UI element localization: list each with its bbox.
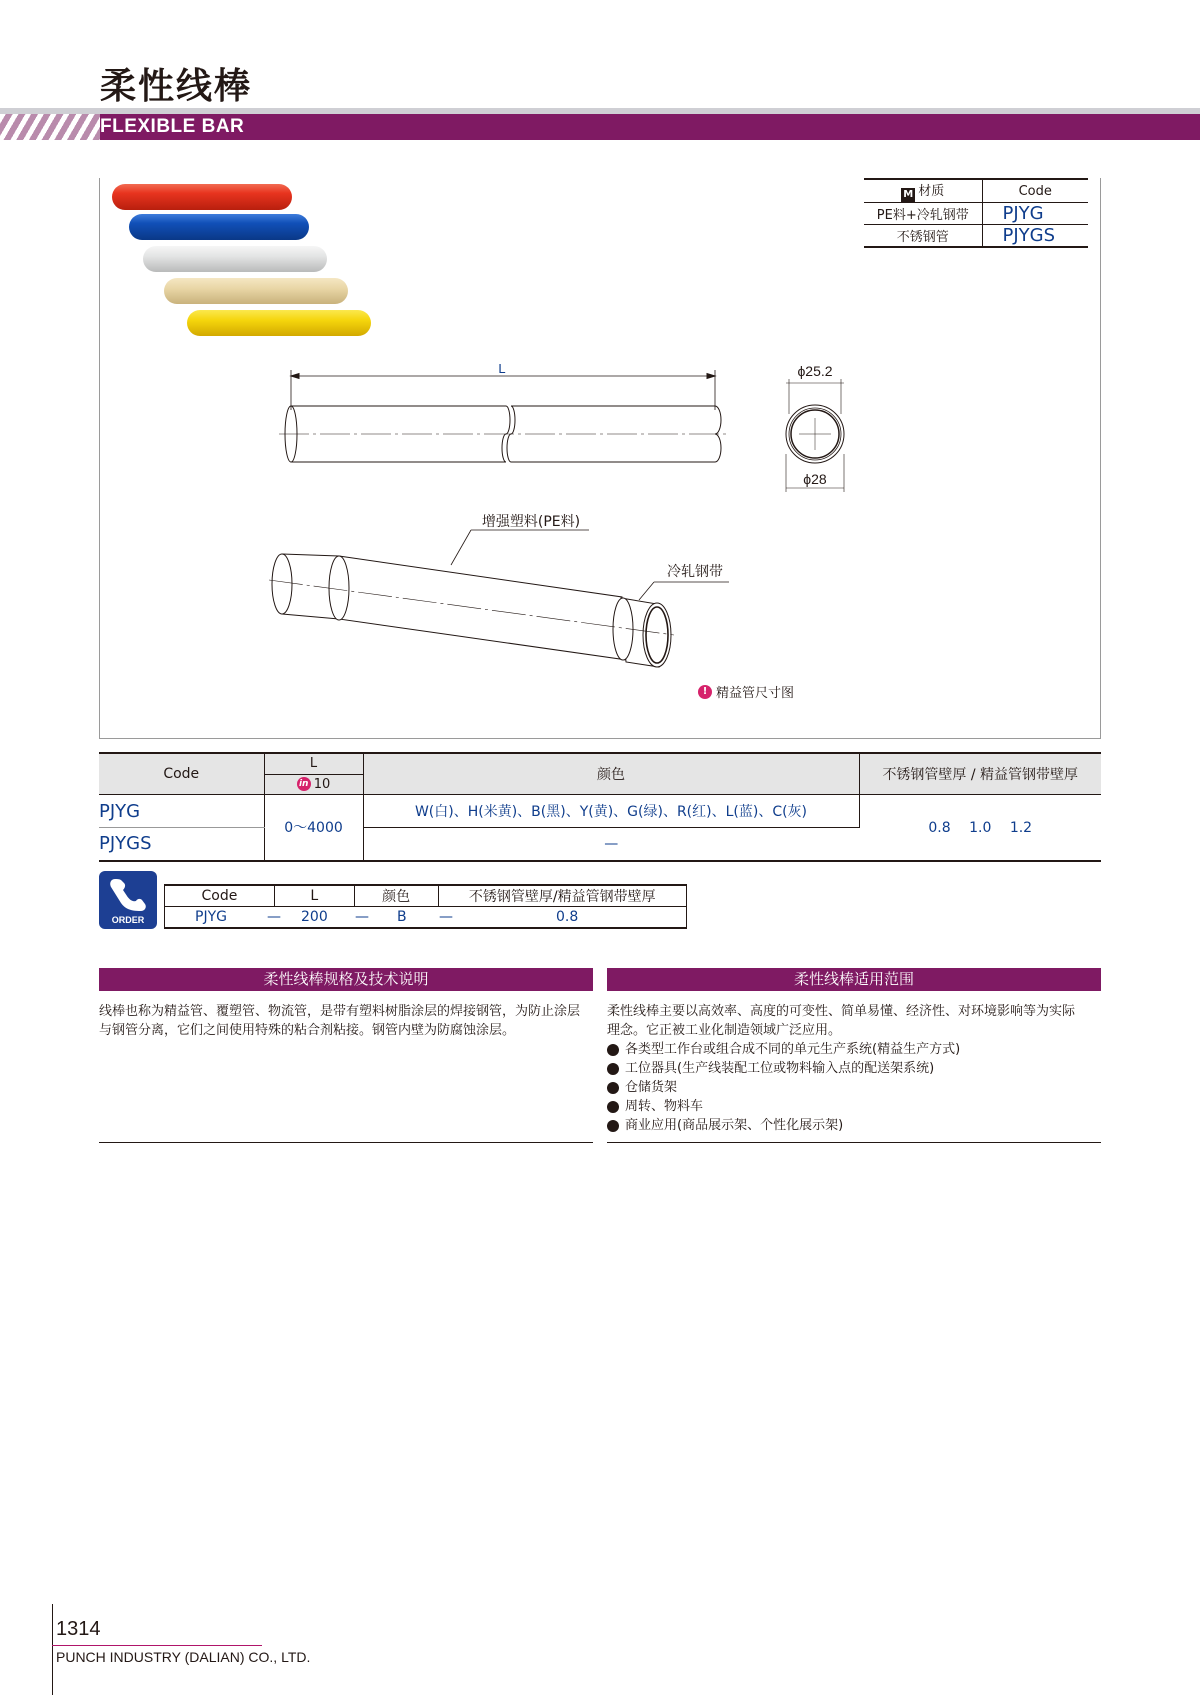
order-col-thickness: 不锈钢管壁厚/精益管钢带壁厚	[438, 885, 687, 907]
company-name: PUNCH INDUSTRY (DALIAN) CO., LTD.	[56, 1649, 311, 1665]
spec-color-cell: —	[363, 828, 859, 861]
order-example-table	[164, 884, 687, 929]
page-subtitle: FLEXIBLE BAR	[100, 116, 245, 137]
bullet-icon	[607, 1063, 619, 1075]
header-stripes	[0, 114, 100, 140]
bullet-icon	[607, 1120, 619, 1132]
order-col-color: 颜色	[354, 885, 438, 907]
page-title: 柔性线棒	[100, 66, 253, 107]
product-drawing	[99, 178, 1101, 739]
order-col-code: Code	[165, 885, 275, 907]
material-header: M 材质	[864, 179, 982, 203]
material-table	[864, 178, 1088, 248]
spec-code-cell: PJYG	[99, 795, 264, 828]
page-number: 1314	[56, 1618, 101, 1640]
outer-diameter-label: ϕ28	[803, 471, 827, 487]
list-item: 工位器具(生产线装配工位或物料输入点的配送架系统)	[607, 1059, 1101, 1078]
section-divider	[607, 1142, 1101, 1143]
section-body-usage: 柔性线棒主要以高效率、高度的可变性、简单易懂、经济性、对环境影响等为实际 理念。它正被工业化制造领域广泛应用。 各类型工作台或组合成不同的单元生产系统(精益生产方式) 工位器具(生产线装配工位或物料输入点的配送架系统) 仓储货架 周转、物料车 商业应用(商品展示架、个性化展示架)	[607, 1002, 1101, 1135]
section-divider	[99, 1142, 593, 1143]
steel-label: 冷轧钢带	[667, 564, 723, 580]
bar-yellow	[187, 310, 371, 336]
side-view	[279, 370, 727, 462]
pe-label: 增强塑料(PE料)	[481, 514, 581, 530]
list-item: 商业应用(商品展示架、个性化展示架)	[607, 1116, 1101, 1135]
order-icon-label: ORDER	[111, 915, 145, 925]
spec-table	[99, 752, 1101, 862]
material-cell: PE料+冷轧钢带	[864, 203, 982, 225]
bar-red	[112, 184, 292, 210]
inner-diameter-label: ϕ25.2	[797, 363, 833, 379]
spec-col-color: 颜色	[363, 753, 859, 795]
cutaway-view	[269, 530, 729, 667]
info-icon: !	[698, 685, 712, 699]
list-item: 仓储货架	[607, 1078, 1101, 1097]
code-cell: PJYG	[982, 203, 1088, 225]
material-cell: 不锈钢管	[864, 225, 982, 248]
length-label: L	[498, 361, 506, 376]
section-title-specs: 柔性线棒规格及技术说明	[99, 968, 593, 991]
spec-col-l: L in 10	[264, 753, 363, 795]
spec-col-thickness: 不锈钢管壁厚 / 精益管钢带壁厚	[859, 753, 1101, 795]
code-cell: PJYGS	[982, 225, 1088, 248]
footer-underline	[52, 1645, 262, 1646]
list-item: 各类型工作台或组合成不同的单元生产系统(精益生产方式)	[607, 1040, 1101, 1059]
bullet-icon	[607, 1044, 619, 1056]
spec-thickness: 0.8 1.0 1.2	[859, 795, 1101, 861]
figure-caption: ! 精益管尺寸图	[698, 682, 794, 701]
section-body-specs: 线棒也称为精益管、覆塑管、物流管，是带有塑料树脂涂层的焊接钢管，为防止涂层 与钢管分离，它们之间使用特殊的粘合剂粘接。钢管内壁为防腐蚀涂层。	[99, 1004, 581, 1038]
section-title-usage: 柔性线棒适用范围	[607, 968, 1101, 991]
bar-blue	[129, 214, 309, 240]
spec-col-code: Code	[99, 753, 264, 795]
spec-l-range: 0～4000	[264, 795, 363, 861]
spec-color-cell: W(白)、H(米黄)、B(黑)、Y(黄)、G(绿)、R(红)、L(蓝)、C(灰)	[363, 795, 859, 828]
order-value-row: PJYG — 200 — B — 0.8	[165, 907, 687, 928]
footer-rule	[52, 1604, 53, 1695]
unit-badge: in	[297, 777, 311, 791]
spec-code-cell: PJYGS	[99, 828, 264, 861]
list-item: 周转、物料车	[607, 1097, 1101, 1116]
material-badge: M	[901, 188, 915, 202]
code-header: Code	[982, 179, 1088, 203]
order-col-l: L	[274, 885, 354, 907]
bullet-icon	[607, 1101, 619, 1113]
bar-white	[143, 246, 327, 272]
bar-beige	[164, 278, 348, 304]
bullet-icon	[607, 1082, 619, 1094]
